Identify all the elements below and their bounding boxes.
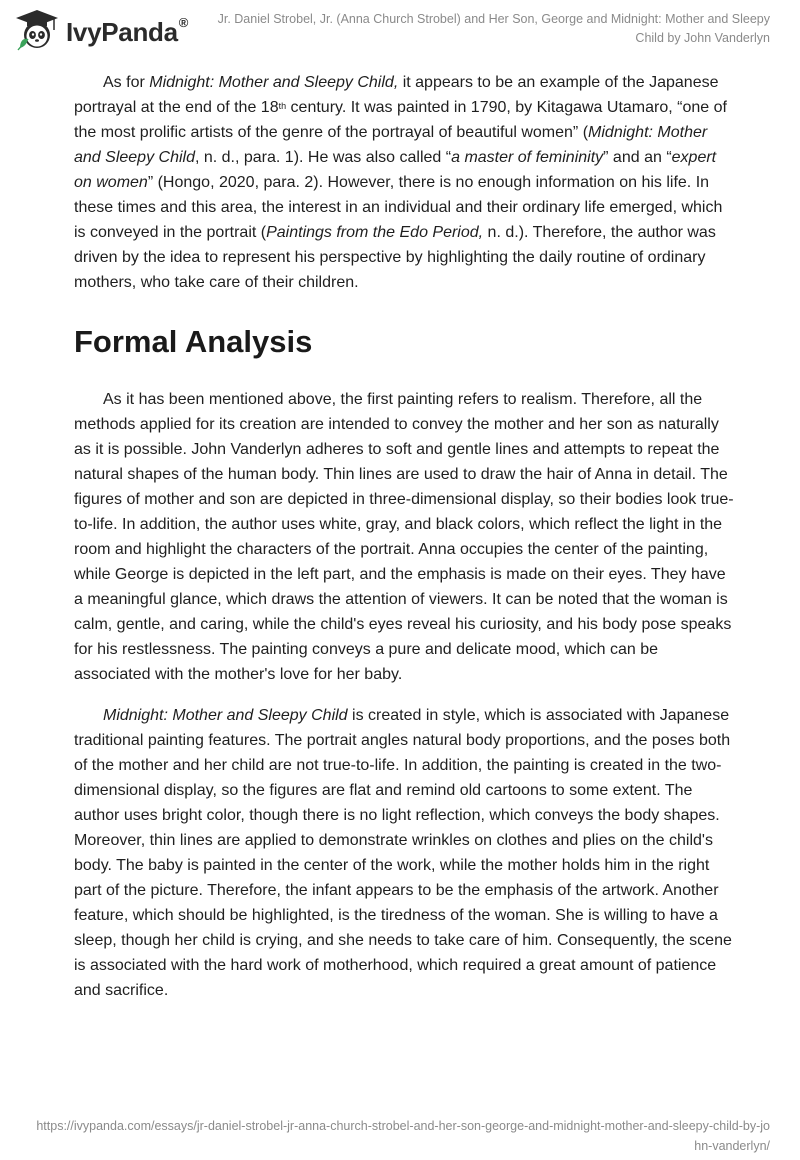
text-run: it appears to be an example of the Japanese portrayal at the end of the 18 — [74, 74, 719, 116]
italic-title: Midnight: Mother and Sleepy Child — [74, 124, 708, 166]
italic-title: Midnight: Mother and Sleepy Child, — [149, 74, 399, 91]
document-title: Jr. Daniel Strobel, Jr. (Anna Church Strobel) and Her Son, George and Midnight: Mother and Sleepy Child by John Vanderlyn — [217, 12, 770, 45]
brand-name — [66, 14, 189, 48]
paragraph-midnight-intro — [74, 70, 736, 295]
text-run: ” (Hongo, 2020, para. 2). However, there is no enough information on his life. In these times and this area, the interest in an individual and their ordinary life emerged, which is conveyed in the portrait ( — [74, 174, 723, 241]
panda-logo-icon — [14, 8, 60, 52]
text-run: is created in style, which is associated with Japanese traditional painting features. The portrait angles natural body proportions, and the poses both of the mother and her child are not true-to-life. In addition, the painting is created in the two-dimensional display, so the figures are flat and remind old cartoons to some extent. The author uses bright color, though there is no light reflection, which conveys the body shapes. Moreover, thin lines are applied to demonstrate wrinkles on clothes and plies on the child's body. The baby is painted in the center of the work, while the mother holds him in the right part of the picture. Therefore, the infant appears to be the emphasis of the artwork. Another feature, which should be highlighted, is the tiredness of the woman. She is willing to have a sleep, though her child is crying, and she needs to take care of him. Consequently, the scene is associated with the hard work of motherhood, which required a great amount of patience and sacrifice. — [74, 707, 732, 999]
brand-name-text: IvyPanda — [66, 16, 178, 47]
text-run: century. It was painted in 1790, by Kitagawa Utamaro, “one of the most prolific artists of the genre of the portrayal of beautiful women” ( — [74, 99, 727, 141]
text-run: As for — [103, 74, 150, 91]
text-run: n. d.). Therefore, the author was driven by the idea to represent his perspective by highlighting the daily routine of ordinary mothers, who take care of their children. — [74, 224, 716, 291]
italic-title: Midnight: Mother and Sleepy Child — [103, 707, 348, 724]
page-header — [0, 0, 800, 62]
text-run: ” and an “ — [603, 149, 672, 166]
italic-quote: expert on women — [74, 149, 717, 191]
article-body — [74, 70, 736, 1003]
text-run: , n. d., para. 1). He was also called “ — [194, 149, 452, 166]
source-url[interactable]: https://ivypanda.com/essays/jr-daniel-strobel-jr-anna-church-strobel-and-her-son-george-and-midnight-mother-and-sleepy-child-by-john-vanderlyn/ — [36, 1119, 770, 1153]
paragraph-first-painting: As it has been mentioned above, the first painting refers to realism. Therefore, all the methods applied for its creation are intended to convey the mother and her son as naturally as it is possible. John Vanderlyn adheres to soft and gentle lines and attempts to repeat the natural shapes of the human body. Thin lines are used to draw the hair of Anna in detail. The figures of mother and son are depicted in three-dimensional display, so their bodies look true-to-life. In addition, the author uses white, gray, and black colors, which reflect the light in the room and highlight the characters of the portrait. Anna occupies the center of the painting, while George is depicted in the left part, and the emphasis is made on their eyes. They have a meaningful glance, which draws the attention of viewers. It can be noted that the woman is calm, gentle, and caring, while the child's eyes reveal his curiosity, and his body pose speaks for his restlessness. The painting conveys a pure and delicate mood, which can be associated with the mother's love for her baby. — [74, 391, 734, 683]
section-heading-formal-analysis: Formal Analysis — [74, 324, 313, 359]
ordinal-superscript: th — [278, 101, 287, 111]
paragraph-second-painting — [74, 703, 736, 1003]
registered-mark: ® — [178, 14, 189, 30]
italic-title: Paintings from the Edo Period, — [266, 224, 484, 241]
italic-quote: a master of femininity — [451, 149, 604, 166]
brand-logo[interactable] — [14, 8, 188, 52]
